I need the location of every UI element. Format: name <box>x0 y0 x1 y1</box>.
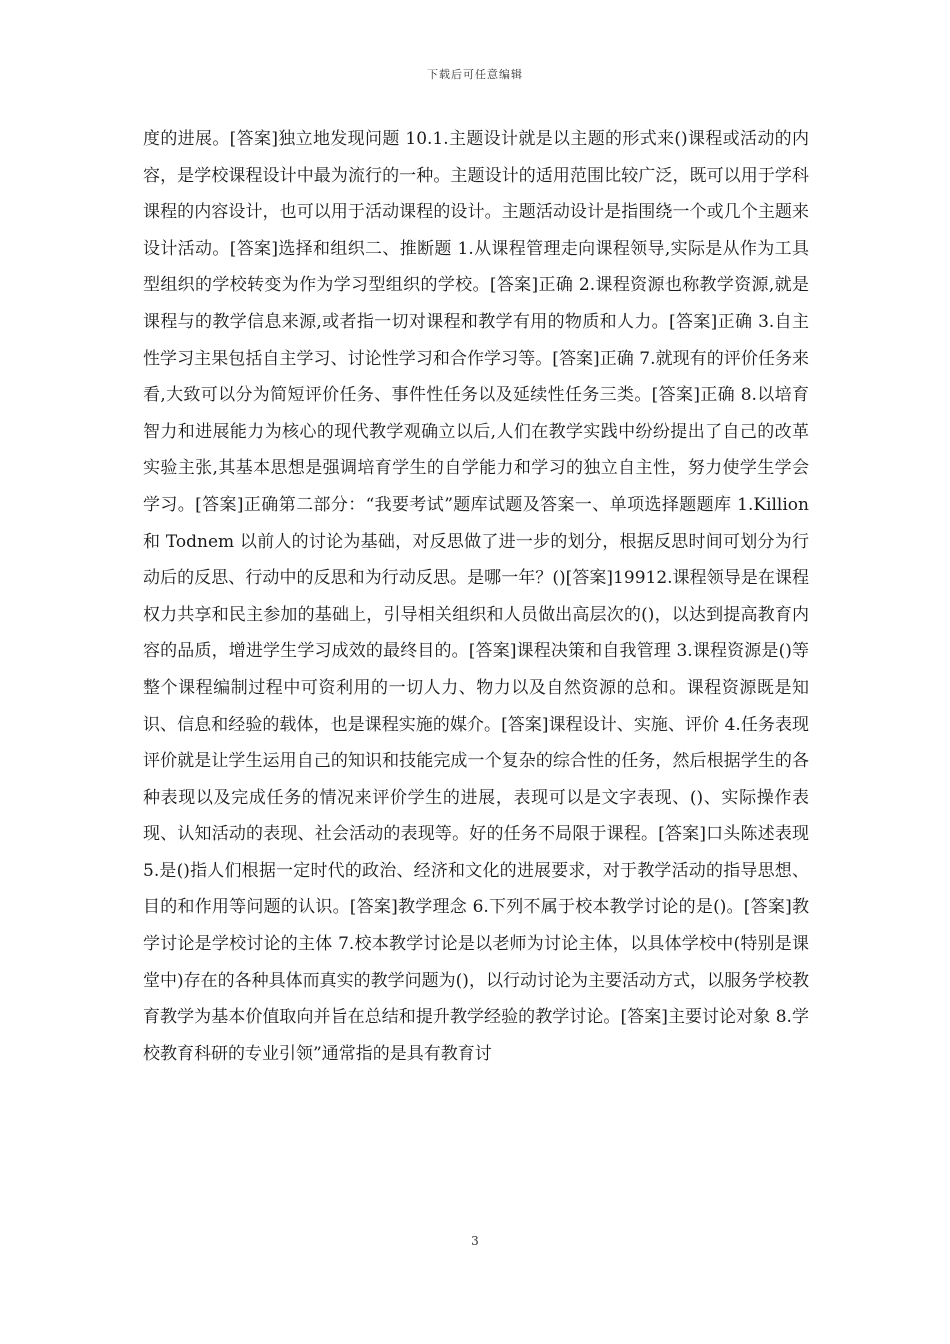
page-number: 3 <box>471 1234 479 1248</box>
page-header: 下载后可任意编辑 <box>427 68 523 81</box>
body-paragraph: 度的进展。[答案]独立地发现问题 10.1.主题设计就是以主题的形式来()课程或活动的内容，是学校课程设计中最为流行的一种。主题设计的适用范围比较广泛，既可以用于学科课程的内容设计，也可以用于活动课程的设计。主题活动设计是指围绕一个或几个主题来设计活动。[答案]选择和组织二、推断题 1.从课程管理走向课程领导,实际是从作为工具型组织的学校转变为作为学习型组织的学校。[答案]正确 2.课程资源也称教学资源,就是课程与的教学信息来源,或者指一切对课程和教学有用的物质和人力。[答案]正确 3.自主性学习主果包括自主学习、讨论性学习和合作学习等。[答案]正确 7.就现有的评价任务来看,大致可以分为简短评价任务、事件性任务以及延续性任务三类。[答案]正确 8.以培育智力和进展能力为核心的现代教学观确立以后,人们在教学实践中纷纷提出了自己的改革实验主张,其基本思想是强调培育学生的自学能力和学习的独立自主性，努力使学生学会学习。[答案]正确第二部分：“我要考试”题库试题及答案一、单项选择题题库 1.Killion 和 Todnem 以前人的讨论为基础，对反思做了进一步的划分，根据反思时间可划分为行动后的反思、行动中的反思和为行动反思。是哪一年？()[答案]19912.课程领导是在课程权力共享和民主参加的基础上，引导相关组织和人员做出高层次的()，以达到提高教育内容的品质，增进学生学习成效的最终目的。[答案]课程决策和自我管理 3.课程资源是()等整个课程编制过程中可资利用的一切人力、物力以及自然资源的总和。课程资源既是知识、信息和经验的载体，也是课程实施的媒介。[答案]课程设计、实施、评价 4.任务表现评价就是让学生运用自己的知识和技能完成一个复杂的综合性的任务，然后根据学生的各种表现以及完成任务的情况来评价学生的进展，表现可以是文字表现、()、实际操作表现、认知活动的表现、社会活动的表现等。好的任务不局限于课程。[答案]口头陈述表现 5.是()指人们根据一定时代的政治、经济和文化的进展要求，对于教学活动的指导思想、目的和作用等问题的认识。[答案]教学理念 6.下列不属于校本教学讨论的是()。[答案]教学讨论是学校讨论的主体 7.校本教学讨论是以老师为讨论主体，以具体学校中(特别是课堂中)存在的各种具体而真实的教学问题为()，以行动讨论为主要活动方式，以服务学校教育教学为基本价值取向并旨在总结和提升教学经验的教学讨论。[答案]主要讨论对象 8.学校教育科研的专业引领”通常指的是具有教育讨 <box>143 129 809 1064</box>
